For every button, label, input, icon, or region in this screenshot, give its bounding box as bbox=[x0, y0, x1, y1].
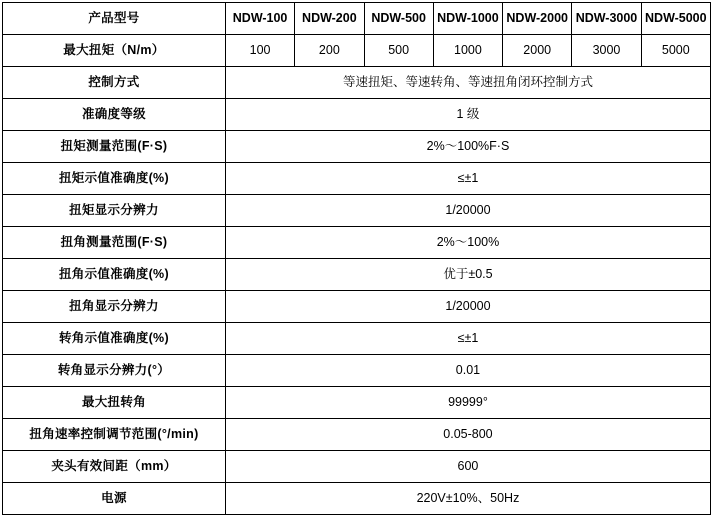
row-value: 优于±0.5 bbox=[225, 259, 710, 291]
row-value: 3000 bbox=[572, 35, 641, 67]
row-label: 扭矩测量范围(F·S) bbox=[3, 131, 226, 163]
table-row bbox=[3, 67, 711, 99]
row-label: 最大扭转角 bbox=[3, 387, 226, 419]
row-value: 220V±10%、50Hz bbox=[225, 483, 710, 515]
row-value: 200 bbox=[295, 35, 364, 67]
row-value: 0.01 bbox=[225, 355, 710, 387]
row-label: 最大扭矩（N/m） bbox=[3, 35, 226, 67]
table-row bbox=[3, 483, 711, 515]
specification-table bbox=[2, 2, 711, 515]
row-label: 转角示值准确度(%) bbox=[3, 323, 226, 355]
row-value: 2000 bbox=[503, 35, 572, 67]
table-header-row bbox=[3, 3, 711, 35]
row-label: 扭角显示分辨力 bbox=[3, 291, 226, 323]
row-value: 5000 bbox=[641, 35, 710, 67]
row-value: 等速扭矩、等速转角、等速扭角闭环控制方式 bbox=[225, 67, 710, 99]
column-header-model-4: NDW-1000 bbox=[433, 3, 502, 35]
table-row bbox=[3, 323, 711, 355]
column-header-product-model: 产品型号 bbox=[3, 3, 226, 35]
row-label: 电源 bbox=[3, 483, 226, 515]
row-value: 1 级 bbox=[225, 99, 710, 131]
row-value: 1/20000 bbox=[225, 291, 710, 323]
row-label: 扭角示值准确度(%) bbox=[3, 259, 226, 291]
table-row bbox=[3, 387, 711, 419]
table-row bbox=[3, 355, 711, 387]
row-label: 控制方式 bbox=[3, 67, 226, 99]
column-header-model-1: NDW-100 bbox=[225, 3, 294, 35]
row-label: 准确度等级 bbox=[3, 99, 226, 131]
row-label: 扭角速率控制调节范围(°/min) bbox=[3, 419, 226, 451]
row-value: 1/20000 bbox=[225, 195, 710, 227]
table-row bbox=[3, 451, 711, 483]
table-row bbox=[3, 291, 711, 323]
row-label: 扭矩示值准确度(%) bbox=[3, 163, 226, 195]
table-row bbox=[3, 131, 711, 163]
table-row bbox=[3, 259, 711, 291]
row-value: 600 bbox=[225, 451, 710, 483]
table-row bbox=[3, 419, 711, 451]
row-label: 夹头有效间距（mm） bbox=[3, 451, 226, 483]
row-value: ≤±1 bbox=[225, 323, 710, 355]
column-header-model-7: NDW-5000 bbox=[641, 3, 710, 35]
table-row bbox=[3, 99, 711, 131]
row-value: 99999° bbox=[225, 387, 710, 419]
row-label: 转角显示分辨力(°） bbox=[3, 355, 226, 387]
table-row bbox=[3, 163, 711, 195]
row-value: 0.05-800 bbox=[225, 419, 710, 451]
row-label: 扭角测量范围(F·S) bbox=[3, 227, 226, 259]
table-row bbox=[3, 35, 711, 67]
row-value: 2%～100% bbox=[225, 227, 710, 259]
row-label: 扭矩显示分辨力 bbox=[3, 195, 226, 227]
row-value: 500 bbox=[364, 35, 433, 67]
table-row bbox=[3, 227, 711, 259]
table-row bbox=[3, 195, 711, 227]
column-header-model-6: NDW-3000 bbox=[572, 3, 641, 35]
column-header-model-5: NDW-2000 bbox=[503, 3, 572, 35]
column-header-model-3: NDW-500 bbox=[364, 3, 433, 35]
column-header-model-2: NDW-200 bbox=[295, 3, 364, 35]
row-value: 100 bbox=[225, 35, 294, 67]
row-value: ≤±1 bbox=[225, 163, 710, 195]
row-value: 2%～100%F·S bbox=[225, 131, 710, 163]
row-value: 1000 bbox=[433, 35, 502, 67]
